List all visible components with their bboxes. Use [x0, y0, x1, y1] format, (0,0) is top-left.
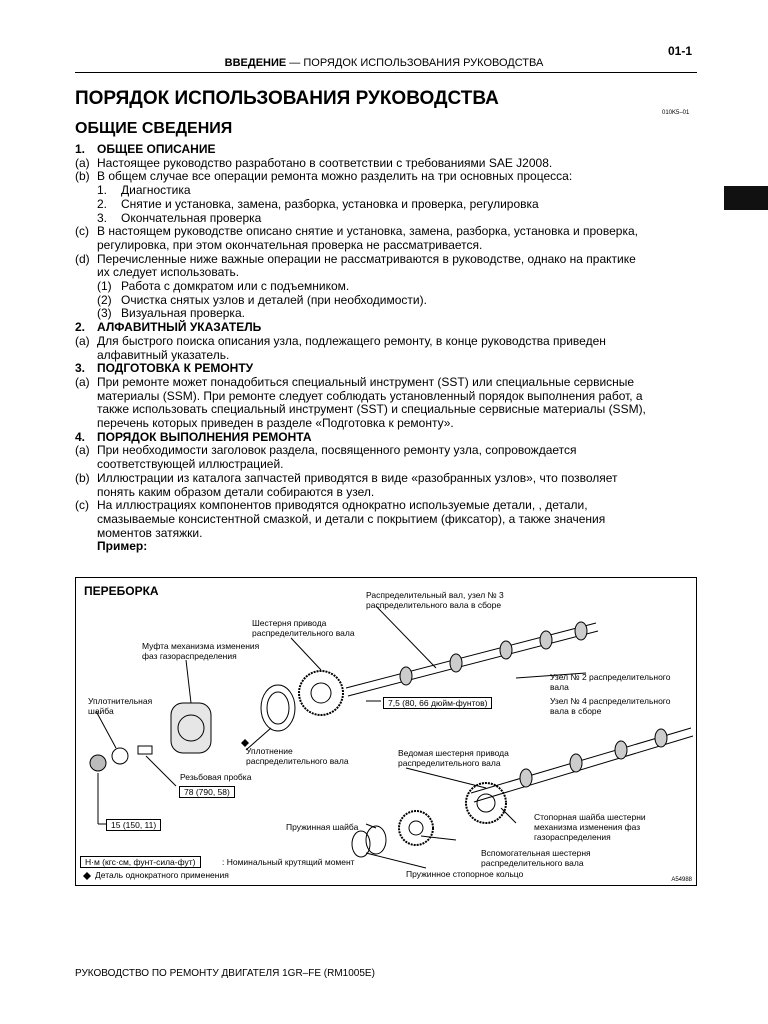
torque-box-3: 15 (150, 11)	[106, 819, 161, 831]
body-text	[75, 143, 705, 554]
figure-code: A54988	[671, 877, 692, 883]
section-heading: 1. ОБЩЕЕ ОПИСАНИЕ	[75, 142, 216, 156]
list-item: (1) Работа с домкратом или с подъемником.	[97, 279, 350, 294]
label-seal-washer: Уплотнительная шайба	[88, 696, 153, 716]
list-item-cont: соответствующей иллюстрацией.	[97, 457, 284, 472]
section-subtitle: ОБЩИЕ СВЕДЕНИЯ	[75, 120, 233, 137]
list-item: (b) Иллюстрации из каталога запчастей приводятся в виде «разобранных узлов», что позволяет	[75, 470, 618, 485]
doc-code: 010K5–01	[662, 110, 690, 116]
label-driven-gear: Ведомая шестерня привода распределительного вала	[398, 748, 509, 768]
section-heading: 4. ПОРЯДОК ВЫПОЛНЕНИЯ РЕМОНТА	[75, 429, 312, 444]
legend-torque-box: Н·м (кгс·см, фунт-сила-фут)	[80, 856, 201, 868]
list-item: (a) Для быстрого поиска описания узла, подлежащего ремонту, в конце руководства приведен	[75, 333, 606, 348]
list-item-cont: алфавитный указатель.	[97, 347, 230, 362]
label-vvt-clutch: Муфта механизма изменения фаз газораспределения	[142, 641, 260, 661]
label-plug: Резьбовая пробка	[180, 772, 252, 782]
list-item: (b) В общем случае все операции ремонта можно разделить на три основных процесса:	[75, 169, 573, 184]
label-drive-gear: Шестерня привода распределительного вала	[252, 618, 355, 638]
list-item: (a) При ремонте может понадобиться специальный инструмент (SST) или специальные сервисные	[75, 374, 635, 389]
list-item: (2) Очистка снятых узлов и деталей (при необходимости).	[97, 292, 427, 307]
aux-gear	[399, 811, 433, 845]
page-number: 01-1	[668, 44, 693, 58]
list-item-cont: также использовать специальный инструмент (SST) и специальные сервисные материалы (SSM),	[97, 402, 646, 417]
label-spring-washer: Пружинная шайба	[286, 822, 359, 832]
header-rule	[75, 72, 697, 73]
drive-gear	[299, 671, 343, 715]
header-bold: ВВЕДЕНИЕ	[224, 57, 287, 69]
page-title: ПОРЯДОК ИСПОЛЬЗОВАНИЯ РУКОВОДСТВА	[75, 88, 499, 109]
legend-once-text: Деталь однократного применения	[95, 870, 229, 880]
screw-plug	[138, 746, 152, 754]
list-item-cont: перечень которых приведен в разделе «Подготовка к ремонту».	[97, 416, 454, 431]
list-item: (c) В настоящем руководстве описано снятие и установка, замена, разборка, установка и проверка,	[75, 224, 638, 239]
list-item: (d) Перечисленные ниже важные операции не рассматриваются в руководстве, однако на практике	[75, 251, 636, 266]
torque-box-1: 7,5 (80, 66 дюйм-фунтов)	[383, 697, 492, 709]
section-heading: 3. ПОДГОТОВКА К РЕМОНТУ	[75, 361, 254, 376]
list-item: (c) На иллюстрациях компонентов приводятся однократно используемые детали, , детали,	[75, 498, 588, 513]
list-item: 1. Диагностика	[97, 183, 191, 198]
label-camshaft-2: Узел № 2 распределительного вала	[550, 672, 671, 692]
vvt-clutch	[171, 703, 211, 753]
label-camshaft-3: Распределительный вал, узел № 3 распределительного вала в сборе	[366, 590, 504, 610]
label-aux-gear: Вспомогательная шестерня распределительного вала	[481, 848, 591, 868]
exploded-diagram	[75, 577, 697, 886]
diagram-title: ПЕРЕБОРКА	[84, 584, 159, 598]
list-item-cont: моментов затяжки.	[97, 525, 203, 540]
legend-torque-text: : Номинальный крутящий момент	[222, 857, 355, 867]
list-item: 3. Окончательная проверка	[97, 210, 262, 225]
section-heading: 2. АЛФАВИТНЫЙ УКАЗАТЕЛЬ	[75, 320, 262, 335]
list-item-cont: смазываемые консистентной смазкой, и детали с покрытием (фиксатор), а также значения	[97, 511, 606, 526]
torque-box-2: 78 (790, 58)	[179, 786, 235, 798]
page-footer: РУКОВОДСТВО ПО РЕМОНТУ ДВИГАТЕЛЯ 1GR–FE (RM1005E)	[75, 968, 375, 979]
diamond-icon	[83, 872, 91, 880]
header-rest: — ПОРЯДОК ИСПОЛЬЗОВАНИЯ РУКОВОДСТВА	[286, 57, 544, 69]
list-item-cont: материалы (SSM). При ремонте следует соблюдать установленный порядок выполнения работ, а	[97, 388, 643, 403]
list-item: (3) Визуальная проверка.	[97, 306, 245, 321]
example-label: Пример:	[97, 539, 148, 554]
label-seal: Уплотнение распределительного вала	[246, 746, 349, 766]
running-header	[0, 57, 768, 69]
label-snap-ring: Пружинное стопорное кольцо	[406, 869, 524, 879]
seal-washer	[112, 748, 128, 764]
list-item: (a) Настоящее руководство разработано в соответствии с требованиями SAE J2008.	[75, 155, 553, 170]
list-item-cont: регулировка, при этом окончательная проверка не рассматривается.	[97, 237, 483, 252]
label-stop-washer: Стопорная шайба шестерни механизма изменения фаз газораспределения	[534, 812, 646, 842]
label-camshaft-4: Узел № 4 распределительного вала в сборе	[550, 696, 671, 716]
list-item: 2. Снятие и установка, замена, разборка, установка и проверка, регулировка	[97, 196, 539, 211]
list-item-cont: понять каким образом детали собираются в узел.	[97, 484, 375, 499]
list-item-cont: их следует использовать.	[97, 265, 240, 280]
side-tab-marker	[724, 186, 768, 210]
list-item: (a) При необходимости заголовок раздела, посвященного ремонту узла, сопровождается	[75, 443, 577, 458]
